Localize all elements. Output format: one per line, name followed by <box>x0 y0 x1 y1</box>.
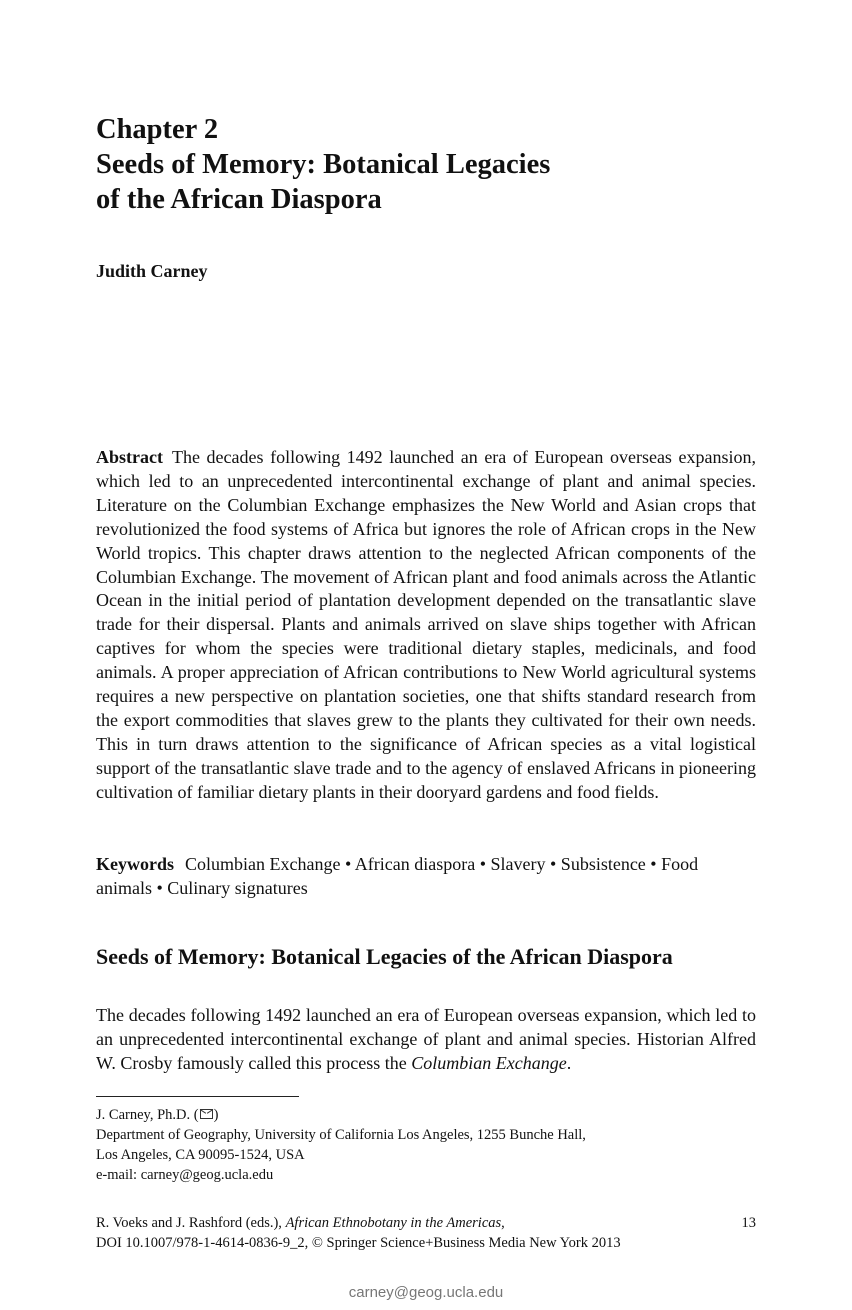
publisher-comma: , <box>501 1215 505 1231</box>
footnote-name-line <box>96 1105 716 1125</box>
body-text-suffix: . <box>566 1053 572 1073</box>
author-name: Judith Carney <box>96 261 208 281</box>
abstract <box>96 446 756 805</box>
footnote-name-close: ) <box>213 1107 219 1123</box>
publisher-doi-line: DOI 10.1007/978-1-4614-0836-9_2, © Springer Science+Business Media New York 2013 <box>96 1235 621 1251</box>
footnote-affiliation-line1: Department of Geography, University of California Los Angeles, 1255 Bunche Hall, <box>96 1127 586 1143</box>
footnote-divider <box>96 1096 299 1097</box>
body-paragraph <box>96 1003 756 1075</box>
publisher-info <box>96 1213 756 1253</box>
chapter-number: Chapter 2 <box>96 114 219 145</box>
envelope-icon <box>200 1109 213 1119</box>
publisher-citation-line <box>96 1213 756 1233</box>
body-text-emphasis: Columbian Exchange <box>411 1053 567 1073</box>
keywords <box>96 852 756 900</box>
page-number: 13 <box>741 1215 756 1231</box>
watermark-email: carney@geog.ucla.edu <box>348 1284 504 1301</box>
keywords-text: Columbian Exchange • African diaspora • Slavery • Subsistence • Food animals • Culinary signatures <box>96 854 699 898</box>
footnote-affiliation-line2: Los Angeles, CA 90095-1524, USA <box>96 1147 305 1163</box>
author-footnote <box>96 1105 716 1185</box>
chapter-title-line2: of the African Diaspora <box>96 184 382 215</box>
abstract-text: The decades following 1492 launched an era of European overseas expansion, which led to an unprecedented intercontinental exchange of plant and animal species. Literature on the Columbian Exchange emphasizes the New World and Asian crops that revolutionized the food systems of Africa but ignores the role of African crops in the New World tropics. This chapter draws attention to the neglected African components of the Columbian Exchange. The movement of African plant and food animals across the Atlantic Ocean in the initial period of plantation development depended on the transatlantic slave trade for their dispersal. Plants and animals arrived on slave ships together with African captives for whom the species were traditional dietary staples, medicinals, and food animals. A proper appreciation of African contributions to New World agricultural systems requires a new perspective on plantation societies, one that shifts standard research from the export commodities that slaves grew to the plants they cultivated for their own needs. This in turn draws attention to the significance of African species as a vital logistical support of the transatlantic slave trade and to the agency of enslaved Africans in pioneering cultivation of familiar dietary plants in their dooryard gardens and food fields. <box>96 447 756 802</box>
footnote-email: e-mail: carney@geog.ucla.edu <box>96 1167 274 1183</box>
chapter-title-line1: Seeds of Memory: Botanical Legacies <box>96 149 551 180</box>
publisher-editors: R. Voeks and J. Rashford (eds.), <box>96 1215 286 1231</box>
body-text-prefix: The decades following 1492 launched an era of European overseas expansion, which led to an unprecedented intercontinental exchange of plant and animal species. Historian Alfred W. Crosby famously called this process the <box>96 1005 756 1073</box>
keywords-label: Keywords <box>96 854 174 874</box>
publisher-book-title: African Ethnobotany in the Americas <box>285 1215 502 1231</box>
abstract-label: Abstract <box>96 447 163 467</box>
chapter-heading <box>96 112 716 217</box>
section-heading: Seeds of Memory: Botanical Legacies of the African Diaspora <box>96 944 673 969</box>
footnote-name: J. Carney, Ph.D. ( <box>96 1107 199 1123</box>
